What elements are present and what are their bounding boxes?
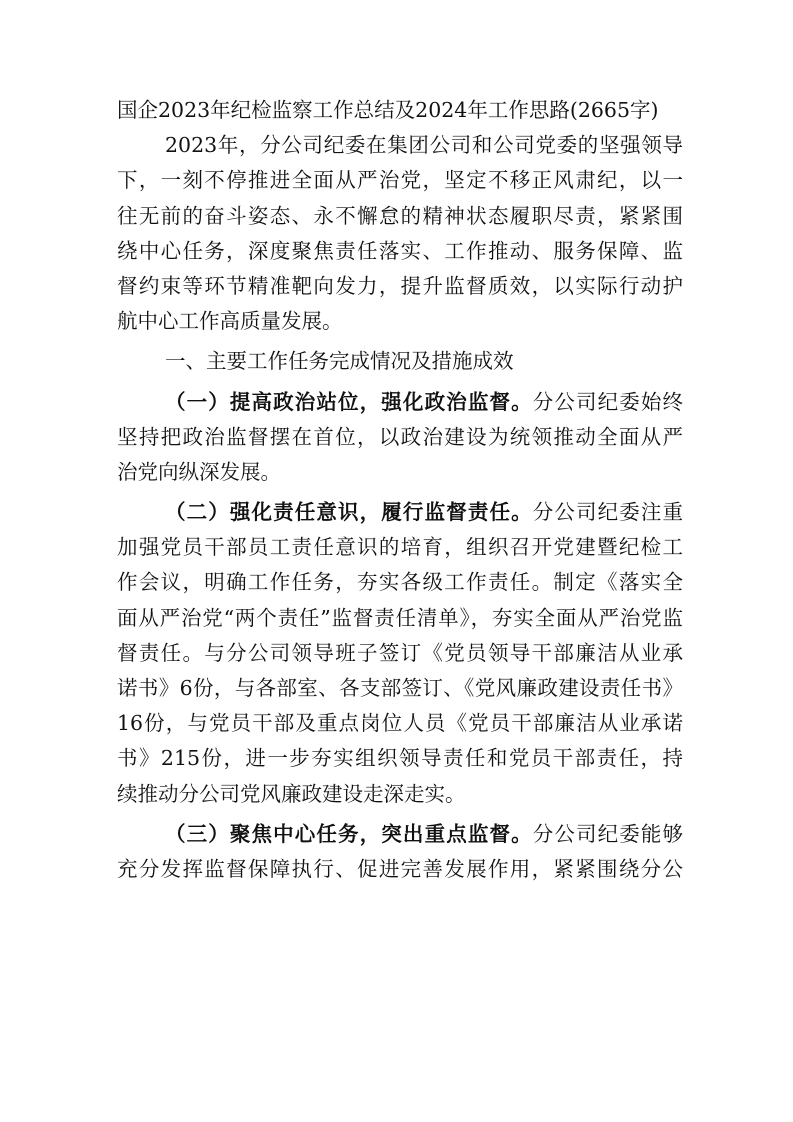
text-line: 2023年，分公司纪委在集团公司和公司党委的坚强领导 — [165, 133, 683, 158]
text-line: 坚持把政治监督摆在首位，以政治建设为统领推动全面从严 — [117, 424, 683, 449]
item-3-heading: （三）聚焦中心任务，突出重点监督。 — [165, 821, 533, 846]
item-3-first-line — [117, 817, 683, 852]
item-3-paragraph — [117, 817, 683, 887]
text-line: 督约束等环节精准靶向发力，提升监督质效，以实际行动护 — [117, 273, 683, 298]
item-1-text: 分公司纪委始终 — [532, 389, 684, 414]
text-line: 绕中心任务，深度聚焦责任落实、工作推动、服务保障、监 — [117, 238, 683, 263]
item-1-first-line — [117, 385, 683, 420]
item-2-heading: （二）强化责任意识，履行监督责任。 — [165, 500, 533, 525]
item-2-first-line — [117, 495, 683, 530]
document-title: 国企2023年纪检监察工作总结及2024年工作思路(2665字) — [117, 98, 659, 122]
text-line: 督责任。与分公司领导班子签订《党员领导干部廉洁从业承 — [117, 640, 683, 665]
item-3-text: 分公司纪委能够 — [532, 821, 684, 846]
text-line: 书》215份，进一步夯实组织领导责任和党员干部责任，持 — [117, 746, 683, 771]
item-1-heading: （一）提高政治站位，强化政治监督。 — [165, 389, 533, 414]
item-2-text: 分公司纪委注重 — [532, 500, 684, 525]
text-line: 充分发挥监督保障执行、促进完善发展作用，紧紧围绕分公 — [117, 856, 683, 881]
text-line: 加强党员干部员工责任意识的培育，组织召开党建暨纪检工 — [117, 535, 683, 560]
text-line: 下，一刻不停推进全面从严治党，坚定不移正风肃纪，以一 — [117, 168, 683, 193]
text-line: 面从严治党“两个责任”监督责任清单》，夯实全面从严治党监 — [117, 605, 683, 630]
intro-paragraph — [117, 128, 683, 339]
text-line: 作会议，明确工作任务，夯实各级工作责任。制定《落实全 — [117, 570, 683, 595]
text-line: 16份，与党员干部及重点岗位人员《党员干部廉洁从业承诺 — [117, 711, 683, 736]
document-body — [117, 93, 683, 887]
text-line: 诺书》6份，与各部室、各支部签订、《党风廉政建设责任书》 — [117, 676, 683, 700]
item-2-paragraph — [117, 495, 683, 812]
text-line: 航中心工作高质量发展。 — [117, 309, 343, 334]
section-heading: 一、主要工作任务完成情况及措施成效 — [165, 349, 514, 374]
item-1-paragraph — [117, 385, 683, 491]
text-line: 往无前的奋斗姿态、永不懈怠的精神状态履职尽责，紧紧围 — [117, 203, 683, 228]
text-line: 续推动分公司党风廉政建设走深走实。 — [117, 781, 466, 806]
text-line: 治党向纵深发展。 — [117, 459, 281, 484]
